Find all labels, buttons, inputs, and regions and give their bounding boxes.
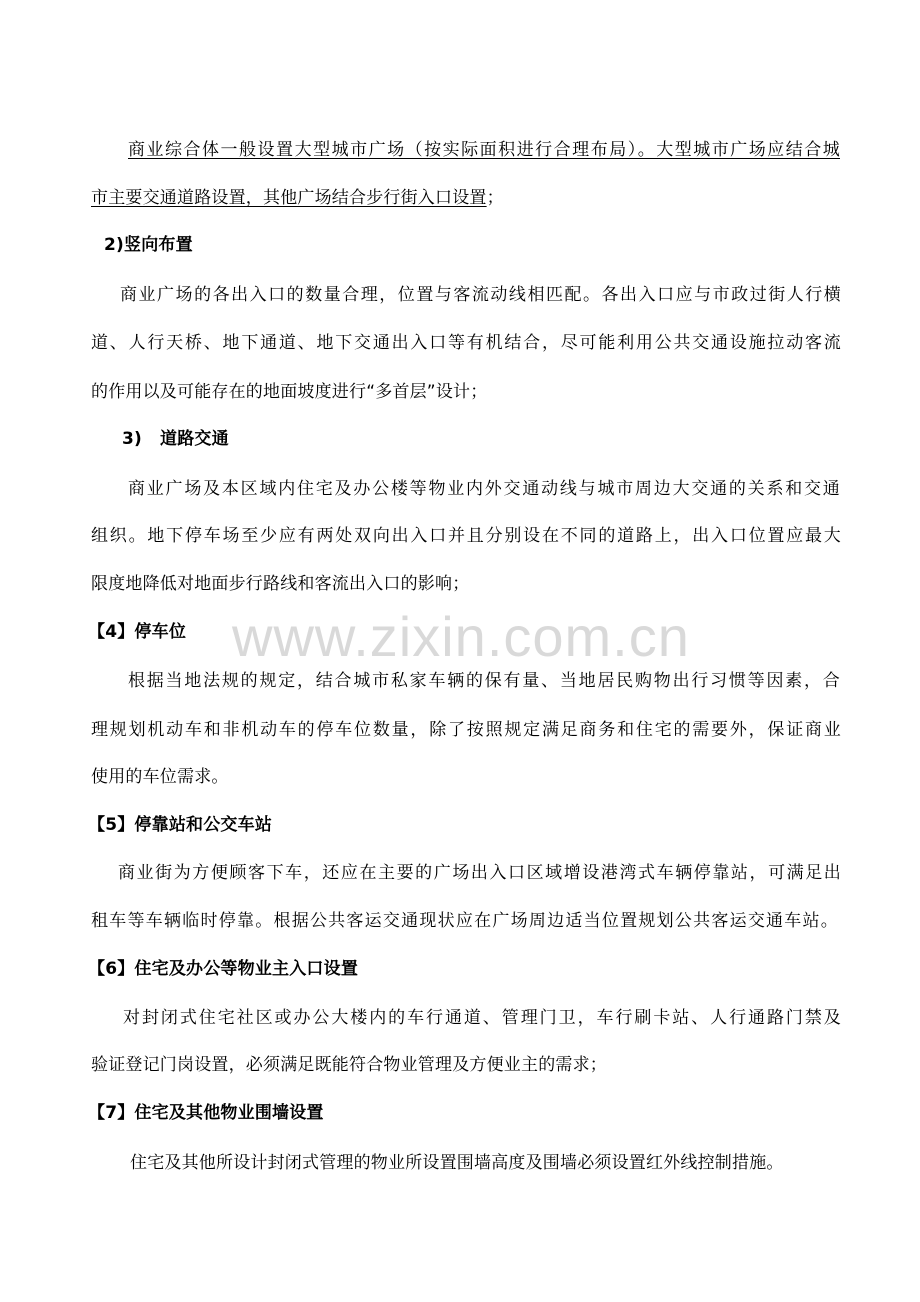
heading-number: 3) bbox=[122, 429, 142, 449]
paragraph-line: 验证登记门岗设置，必须满足既能符合物业管理及方便业主的需求； bbox=[91, 1055, 607, 1075]
punctuation: ； bbox=[486, 188, 504, 208]
section-heading: 【7】住宅及其他物业围墙设置 bbox=[88, 1103, 324, 1123]
watermark: www.zixin.com.cn bbox=[232, 605, 690, 668]
heading-text: 道路交通 bbox=[160, 429, 229, 449]
paragraph-line: 道、人行天桥、地下通道、地下交通出入口等有机结合，尽可能利用公共交通设施拉动客流 bbox=[91, 333, 841, 353]
paragraph-line: 商业广场的各出入口的数量合理，位置与客流动线相匹配。各出入口应与市政过街人行横 bbox=[120, 285, 841, 305]
paragraph-line: 组织。地下停车场至少应有两处双向出入口并且分别设在不同的道路上，出入口位置应最大 bbox=[91, 526, 841, 546]
section-heading: 【6】住宅及办公等物业主入口设置 bbox=[88, 959, 359, 979]
section-heading: 【4】停车位 bbox=[88, 622, 187, 642]
paragraph-line: 商业综合体一般设置大型城市广场（按实际面积进行合理布局）。大型城市广场应结合城 bbox=[128, 140, 840, 160]
section-heading bbox=[122, 427, 872, 451]
underlined-text: 市主要交通道路设置，其他广场结合步行街入口设置 bbox=[91, 188, 487, 208]
paragraph-line: 对封闭式住宅社区或办公大楼内的车行通道、管理门卫，车行刷卡站、人行通路门禁及 bbox=[123, 1008, 841, 1028]
section-heading: 2)竖向布置 bbox=[104, 235, 193, 255]
paragraph-line: 商业街为方便顾客下车，还应在主要的广场出入口区域增设港湾式车辆停靠站，可满足出 bbox=[118, 863, 841, 883]
paragraph-line: 根据当地法规的规定，结合城市私家车辆的保有量、当地居民购物出行习惯等因素，合 bbox=[128, 671, 840, 691]
section-heading: 【5】停靠站和公交车站 bbox=[88, 815, 273, 835]
paragraph-line: 使用的车位需求。 bbox=[91, 767, 229, 787]
paragraph-line: 住宅及其他所设计封闭式管理的物业所设置围墙高度及围墙必须设置红外线控制措施。 bbox=[130, 1153, 784, 1173]
paragraph-line: 租车等车辆临时停靠。根据公共客运交通现状应在广场周边适当位置规划公共客运交通车站。 bbox=[91, 911, 838, 931]
paragraph-line: 的作用以及可能存在的地面坡度进行“多首层”设计； bbox=[91, 382, 488, 402]
paragraph-line: 限度地降低对地面步行路线和客流出入口的影响； bbox=[91, 574, 470, 594]
paragraph-line bbox=[91, 186, 841, 210]
paragraph-line: 理规划机动车和非机动车的停车位数量，除了按照规定满足商务和住宅的需要外，保证商业 bbox=[91, 720, 841, 740]
paragraph-line: 商业广场及本区域内住宅及办公楼等物业内外交通动线与城市周边大交通的关系和交通 bbox=[128, 479, 840, 499]
